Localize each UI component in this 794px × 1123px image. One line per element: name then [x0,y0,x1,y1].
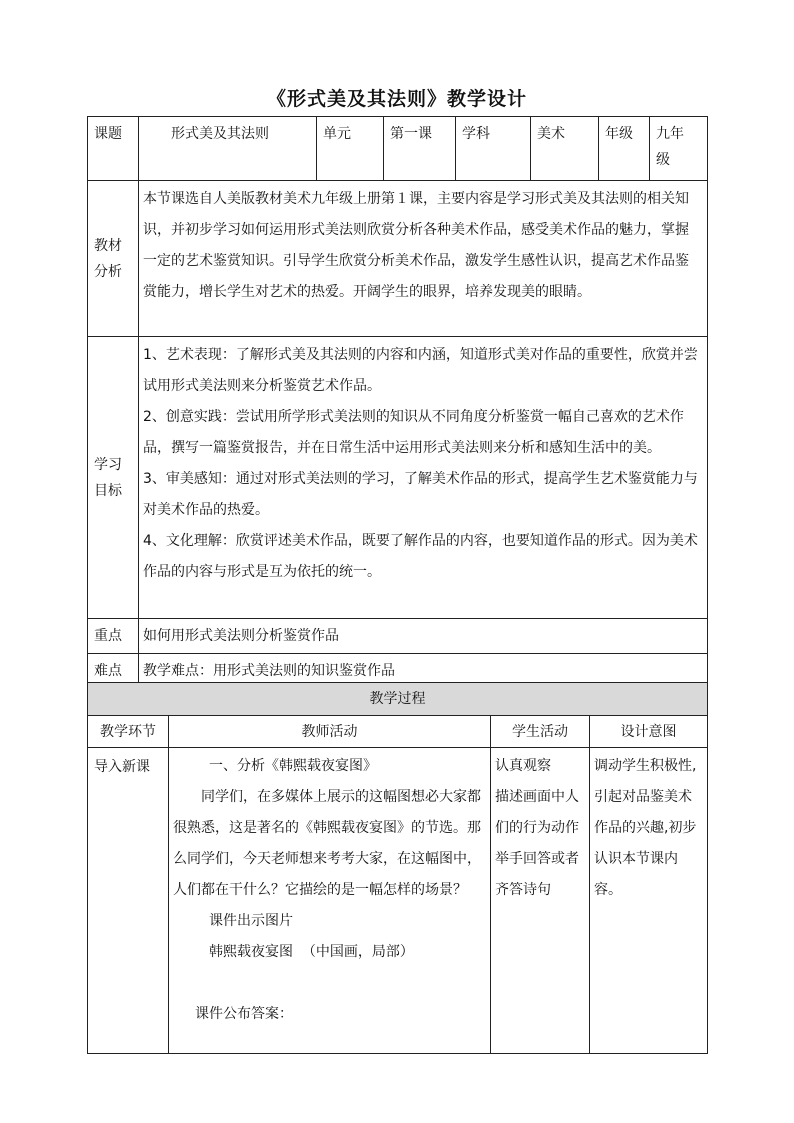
column-teacher-activity: 教师活动 [169,716,491,748]
grade-label: 年级 [599,117,650,181]
grade-value-line2: 级 [656,152,670,168]
subject-value: 美术 [531,117,599,181]
textbook-analysis-label-line1: 教材 [94,237,122,254]
textbook-analysis-label-line2: 分析 [94,263,122,280]
textbook-analysis-content: 本节课选自人美版教材美术九年级上册第１课，主要内容是学习形式美及其法则的相关知识，并初步学习如何运用形式美法则欣赏分析各种美术作品，感受美术作品的魅力，掌握一定的艺术鉴赏知识。引导学生欣赏分析美术作品，激发学生感性认识，提高艺术作品鉴赏能力，增长学生对艺术的热爱。开阔学生的眼界，培养发现美的眼睛。 [139,181,708,337]
teacher-line: 课件公布答案： [195,1006,293,1022]
student-activity-cell [491,748,590,1054]
objective-item: 3、审美感知：通过对形式美法则的学习，了解美术作品的形式，提高学生艺术鉴赏能力与对美术作品的热爱。 [143,471,698,518]
textbook-analysis-row [88,181,708,337]
student-line: 认真观察 [495,758,551,774]
stage-cell: 导入新课 [88,748,169,1054]
grade-value-line1: 九年 [656,126,684,142]
key-point-row [88,619,708,654]
objective-item: 4、文化理解：欣赏评述美术作品，既要了解作品的内容，也要知道作品的形式。因为美术作品的内容与形式是互为依托的统一。 [143,533,698,580]
student-line: 描述画面中人们的行为动作 [495,789,579,836]
teacher-line: 一、分析《韩熙载夜宴图》 [209,758,377,774]
grade-value [650,117,708,181]
header-row [88,117,708,181]
objectives-label [88,337,139,619]
objectives-label-line1: 学习 [94,456,122,473]
column-design-intent: 设计意图 [590,716,708,748]
objective-item: 1、艺术表现：了解形式美及其法则的内容和内涵，知道形式美对作品的重要性，欣赏并尝试用形式美法则来分析鉴赏艺术作品。 [143,347,698,394]
difficulty-content: 教学难点：用形式美法则的知识鉴赏作品 [139,654,708,689]
teacher-line: 同学们，在多媒体上展示的这幅图想必大家都很熟悉，这是著名的《韩熙载夜宴图》的节选。那么同学们，今天老师想来考考大家，在这幅图中，人们都在干什么？它描绘的是一幅怎样的场景？ [173,789,481,898]
lesson-info-table [87,116,708,689]
key-point-label: 重点 [88,619,139,654]
column-stage: 教学环节 [88,716,169,748]
column-student-activity: 学生活动 [491,716,590,748]
teacher-line: 韩熙载夜宴图 （中国画，局部） [209,944,414,960]
topic-label: 课题 [88,117,139,181]
unit-value: 第一课 [384,117,456,181]
objective-item: 2、创意实践：尝试用所学形式美法则的知识从不同角度分析鉴赏一幅自己喜欢的艺术作品，撰写一篇鉴赏报告，并在日常生活中运用形式美法则来分析和感知生活中的美。 [143,409,684,456]
blank-line [173,968,485,999]
student-line: 举手回答或者齐答诗句 [495,851,579,898]
textbook-analysis-label [88,181,139,337]
teacher-line: 课件出示图片 [209,913,293,929]
process-heading-row [88,683,708,716]
objectives-row [88,337,708,619]
key-point-content: 如何用形式美法则分析鉴赏作品 [139,619,708,654]
teaching-process-table [87,682,708,1054]
process-columns-row [88,716,708,748]
document-title: 《形式美及其法则》教学设计 [266,88,527,110]
unit-label: 单元 [317,117,384,181]
process-heading: 教学过程 [88,683,708,716]
design-intent-cell: 调动学生积极性,引起对品鉴美术作品的兴趣,初步认识本节课内容。 [590,748,708,1054]
objectives-label-line2: 目标 [94,482,122,499]
teacher-activity-cell [169,748,491,1054]
topic-value: 形式美及其法则 [139,117,317,181]
subject-label: 学科 [456,117,531,181]
difficulty-label: 难点 [88,654,139,689]
objectives-content [139,337,708,619]
process-row-intro [88,748,708,1054]
